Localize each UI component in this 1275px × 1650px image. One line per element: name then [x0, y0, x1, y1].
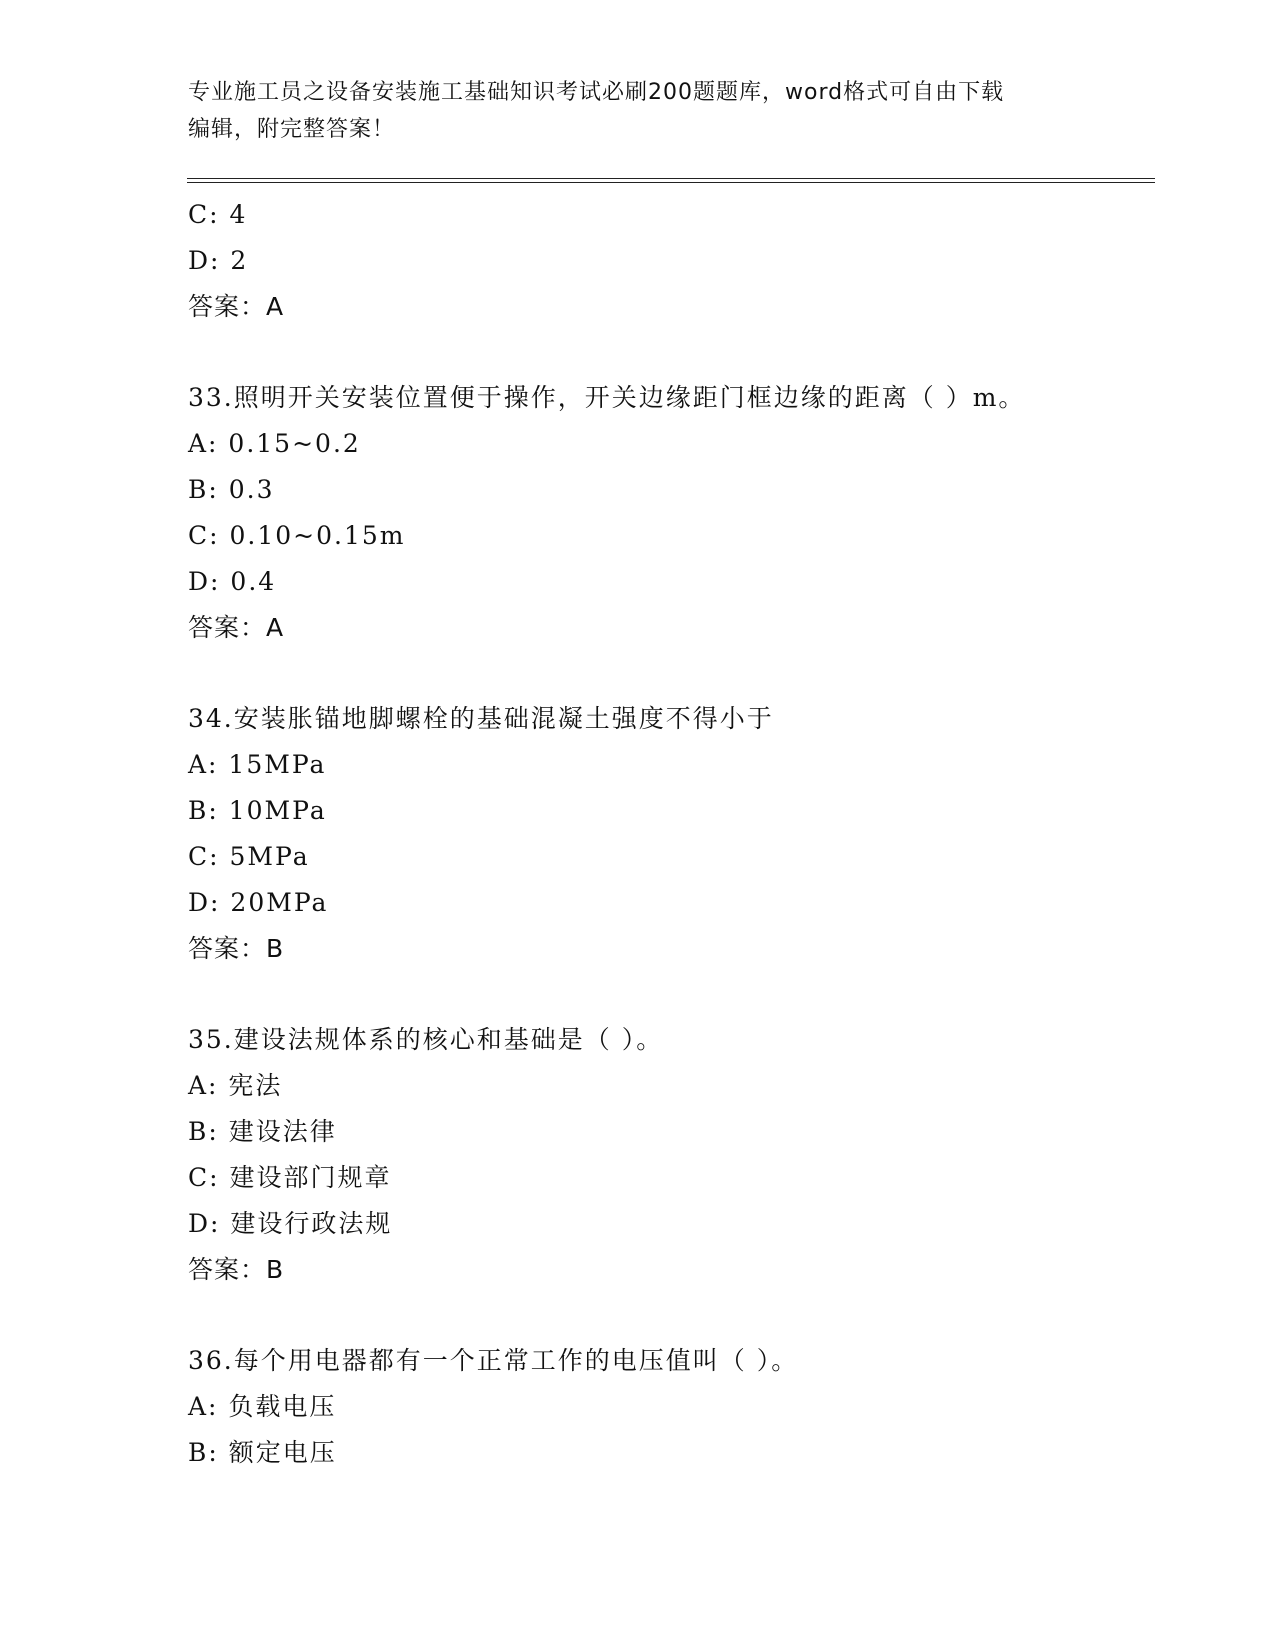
question-stem: 34.安装胀锚地脚螺栓的基础混凝土强度不得小于 — [188, 704, 774, 733]
option-c: C: 建设部门规章 — [188, 1163, 392, 1192]
spacer — [188, 330, 1148, 375]
header-divider-bottom — [187, 182, 1155, 183]
option-b: B: 10MPa — [188, 796, 327, 825]
option-d: D: 2 — [188, 246, 249, 275]
question-list — [188, 192, 1148, 1476]
option-b: B: 建设法律 — [188, 1117, 337, 1146]
option-a: A: 宪法 — [188, 1071, 283, 1100]
header-title-line-2: 编辑，附完整答案！ — [188, 117, 396, 142]
spacer — [188, 651, 1148, 696]
header-title-line-1: 专业施工员之设备安装施工基础知识考试必刷200题题库，word格式可自由下载 — [188, 80, 1005, 105]
answer-line: 答案：B — [188, 934, 285, 963]
option-b: B: 额定电压 — [188, 1438, 337, 1467]
spacer — [188, 972, 1148, 1017]
question-block-34 — [188, 696, 1148, 972]
option-d: D: 建设行政法规 — [188, 1209, 393, 1238]
document-header — [188, 74, 1088, 148]
question-block-32 — [188, 192, 1148, 330]
answer-line: 答案：A — [188, 292, 285, 321]
spacer — [188, 1293, 1148, 1338]
question-stem: 33.照明开关安装位置便于操作，开关边缘距门框边缘的距离（ ）m。 — [188, 383, 1026, 412]
option-d: D: 0.4 — [188, 567, 277, 596]
question-block-35 — [188, 1017, 1148, 1293]
question-block-33 — [188, 375, 1148, 651]
question-stem: 35.建设法规体系的核心和基础是（ ）。 — [188, 1025, 664, 1054]
option-c: C: 4 — [188, 200, 248, 229]
question-block-36 — [188, 1338, 1148, 1476]
option-b: B: 0.3 — [188, 475, 275, 504]
question-stem: 36.每个用电器都有一个正常工作的电压值叫（ ）。 — [188, 1346, 799, 1375]
header-divider-top — [187, 178, 1155, 179]
option-a: A: 0.15~0.2 — [188, 429, 361, 458]
option-a: A: 15MPa — [188, 750, 327, 779]
option-d: D: 20MPa — [188, 888, 329, 917]
answer-line: 答案：A — [188, 613, 285, 642]
option-c: C: 0.10~0.15m — [188, 521, 406, 550]
answer-line: 答案：B — [188, 1255, 285, 1284]
option-a: A: 负载电压 — [188, 1392, 337, 1421]
option-c: C: 5MPa — [188, 842, 310, 871]
